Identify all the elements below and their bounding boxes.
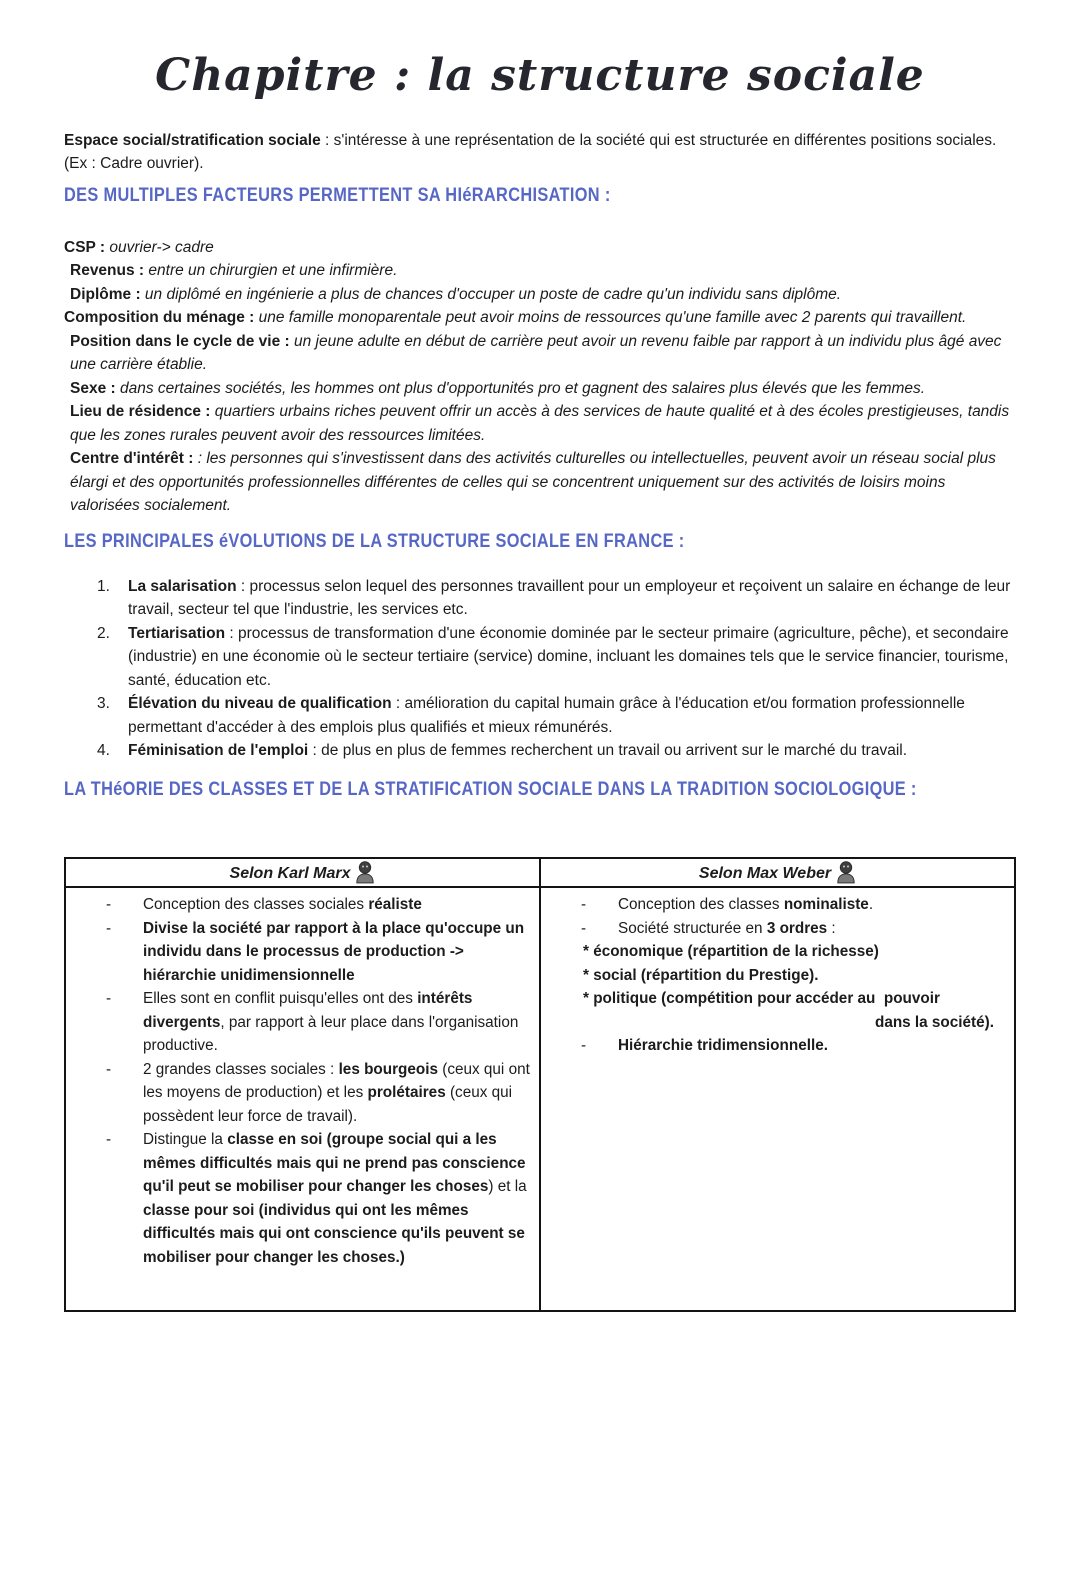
list-number: 4. (97, 742, 110, 760)
factor-item-sexe: Sexe : dans certaines sociétés, les hommes ont plus d'opportunités pro et gagnent des salaires plus élevés que les femmes. (70, 379, 926, 397)
weber-item: - Hiérarchie tridimensionnelle. (541, 1034, 1008, 1058)
theory-table (64, 857, 1016, 1313)
marx-item: - Distingue la classe en soi (groupe social qui a les mêmes difficultés mais qui ne prend pas conscience qu'il peut se mobiliser pour changer les choses) et la classe pour soi (individus qui ont les mêmes difficultés mais qui ont conscience qu'ils peuvent se mobiliser pour changer les choses.) (66, 1128, 533, 1269)
factor-item-position-cycle-vie: Position dans le cycle de vie : un jeune adulte en début de carrière peut avoir un revenu faible par rapport à un individu plus âgé avec une carrière établie. (70, 332, 1002, 374)
factor-item-revenus: Revenus : entre un chirurgien et une infirmière. (70, 262, 398, 280)
bust-icon (836, 860, 856, 884)
marx-header-label: Selon Karl Marx (229, 864, 351, 882)
marx-item: - 2 grandes classes sociales : les bourgeois (ceux qui ont les moyens de production) et les prolétaires (ceux qui possèdent leur force de travail). (66, 1058, 533, 1129)
factor-item-csp: CSP : ouvrier-> cadre (64, 238, 214, 256)
weber-item-ordre-social: * social (répartition du Prestige). (583, 966, 819, 984)
evolution-item-salarisation (97, 575, 1016, 622)
marx-item: - Conception des classes sociales réaliste (66, 893, 533, 917)
document-page (0, 50, 1080, 1312)
factor-item-composition-menage: Composition du ménage : une famille monoparentale peut avoir moins de ressources qu'une famille avec 2 parents qui travaillent. (64, 309, 967, 327)
dash-bullet: - (106, 990, 112, 1008)
weber-header-label: Selon Max Weber (698, 864, 832, 882)
list-number: 1. (97, 577, 110, 595)
list-number: 3. (97, 695, 110, 713)
evolution-item-text: Féminisation de l'emploi : de plus en plus de femmes recherchent un travail ou arrivent sur le marché du travail. (128, 742, 908, 760)
section-heading-evolutions: LES PRINCIPALES éVOLUTIONS DE LA STRUCTURE SOCIALE EN FRANCE : (64, 530, 685, 552)
marx-item: - Divise la société par rapport à la place qu'occupe un individu dans le processus de production -> hiérarchie unidimensionnelle (66, 917, 533, 988)
dash-bullet: - (581, 919, 587, 937)
evolution-item-text: Élévation du niveau de qualification : amélioration du capital humain grâce à l'éducation et/ou formation professionnelle permettant d'accéder à des emplois plus qualifiés et mieux rémunérés. (128, 695, 965, 736)
dash-bullet: - (581, 896, 587, 914)
evolution-item-feminisation (97, 739, 1016, 763)
factor-item-diplome: Diplôme : un diplômé en ingénierie a plus de chances d'occuper un poste de cadre qu'un individu sans diplôme. (70, 285, 842, 303)
dash-bullet: - (106, 1060, 112, 1078)
document-title: Chapitre : la structure sociale (155, 50, 925, 101)
section-heading-theory: LA THéORIE DES CLASSES ET DE LA STRATIFICATION SOCIALE DANS LA TRADITION SOCIOLOGIQUE : (64, 778, 917, 800)
dash-bullet: - (106, 896, 112, 914)
list-number: 2. (97, 624, 110, 642)
weber-item-ordre-politique: * politique (compétition pour accéder au pouvoir (583, 990, 940, 1008)
bust-icon (355, 860, 375, 884)
document-body (0, 50, 1080, 1577)
intro-paragraph: Espace social/stratification sociale : s'intéresse à une représentation de la société qui est structurée en différentes positions sociales. (Ex : Cadre ouvrier). (64, 131, 997, 173)
factors-list (64, 236, 1016, 518)
factor-item-lieu-residence: Lieu de résidence : quartiers urbains riches peuvent offrir un accès à des services de haute qualité et à des écoles prestigieuses, tandis que les zones rurales peuvent avoir des ressources limitées. (70, 403, 1010, 444)
marx-column-header (65, 858, 540, 888)
weber-item-ordre-politique-suite: dans la société). (874, 1013, 994, 1031)
weber-item: - Conception des classes nominaliste. (541, 893, 1008, 917)
factor-item-centre-interet: Centre d'intérêt : : les personnes qui s'investissent dans des activités culturelles ou intellectuelles, peuvent avoir un réseau social plus élargi et des opportunités professionnelles différentes de celles qui se concentrent uniquement sur des activités de loisirs moins valorisées socialement. (70, 450, 996, 515)
section-heading-factors: DES MULTIPLES FACTEURS PERMETTENT SA HIéRARCHISATION : (64, 184, 611, 206)
evolution-item-text: Tertiarisation : processus de transformation d'une économie dominée par le secteur primaire (agriculture, pêche), et secondaire (industrie) en une économie où le secteur tertiaire (service) domine, incluant les domaines tels que le service financier, tourisme, santé, éducation etc. (128, 624, 1009, 689)
marx-column-cell (65, 887, 540, 1311)
marx-item: - Elles sont en conflit puisqu'elles ont des intérêts divergents, par rapport à leur place dans l'organisation productive. (66, 987, 533, 1058)
dash-bullet: - (106, 1131, 112, 1149)
dash-bullet: - (581, 1037, 587, 1055)
weber-column-cell (540, 887, 1015, 1311)
evolution-item-qualification (97, 692, 1016, 739)
evolution-item-tertiarisation (97, 622, 1016, 693)
theory-table-header-row (65, 858, 1015, 888)
weber-item-ordre-economique: * économique (répartition de la richesse) (583, 943, 879, 961)
weber-item: - Société structurée en 3 ordres : (541, 917, 1008, 941)
evolutions-list (64, 575, 1016, 763)
weber-column-header (540, 858, 1015, 888)
evolution-item-text: La salarisation : processus selon lequel des personnes travaillent pour un employeur et reçoivent un salaire en échange de leur travail, secteur tel que l'industrie, les services etc. (128, 577, 1011, 619)
dash-bullet: - (106, 919, 112, 937)
theory-table-body-row (65, 887, 1015, 1311)
